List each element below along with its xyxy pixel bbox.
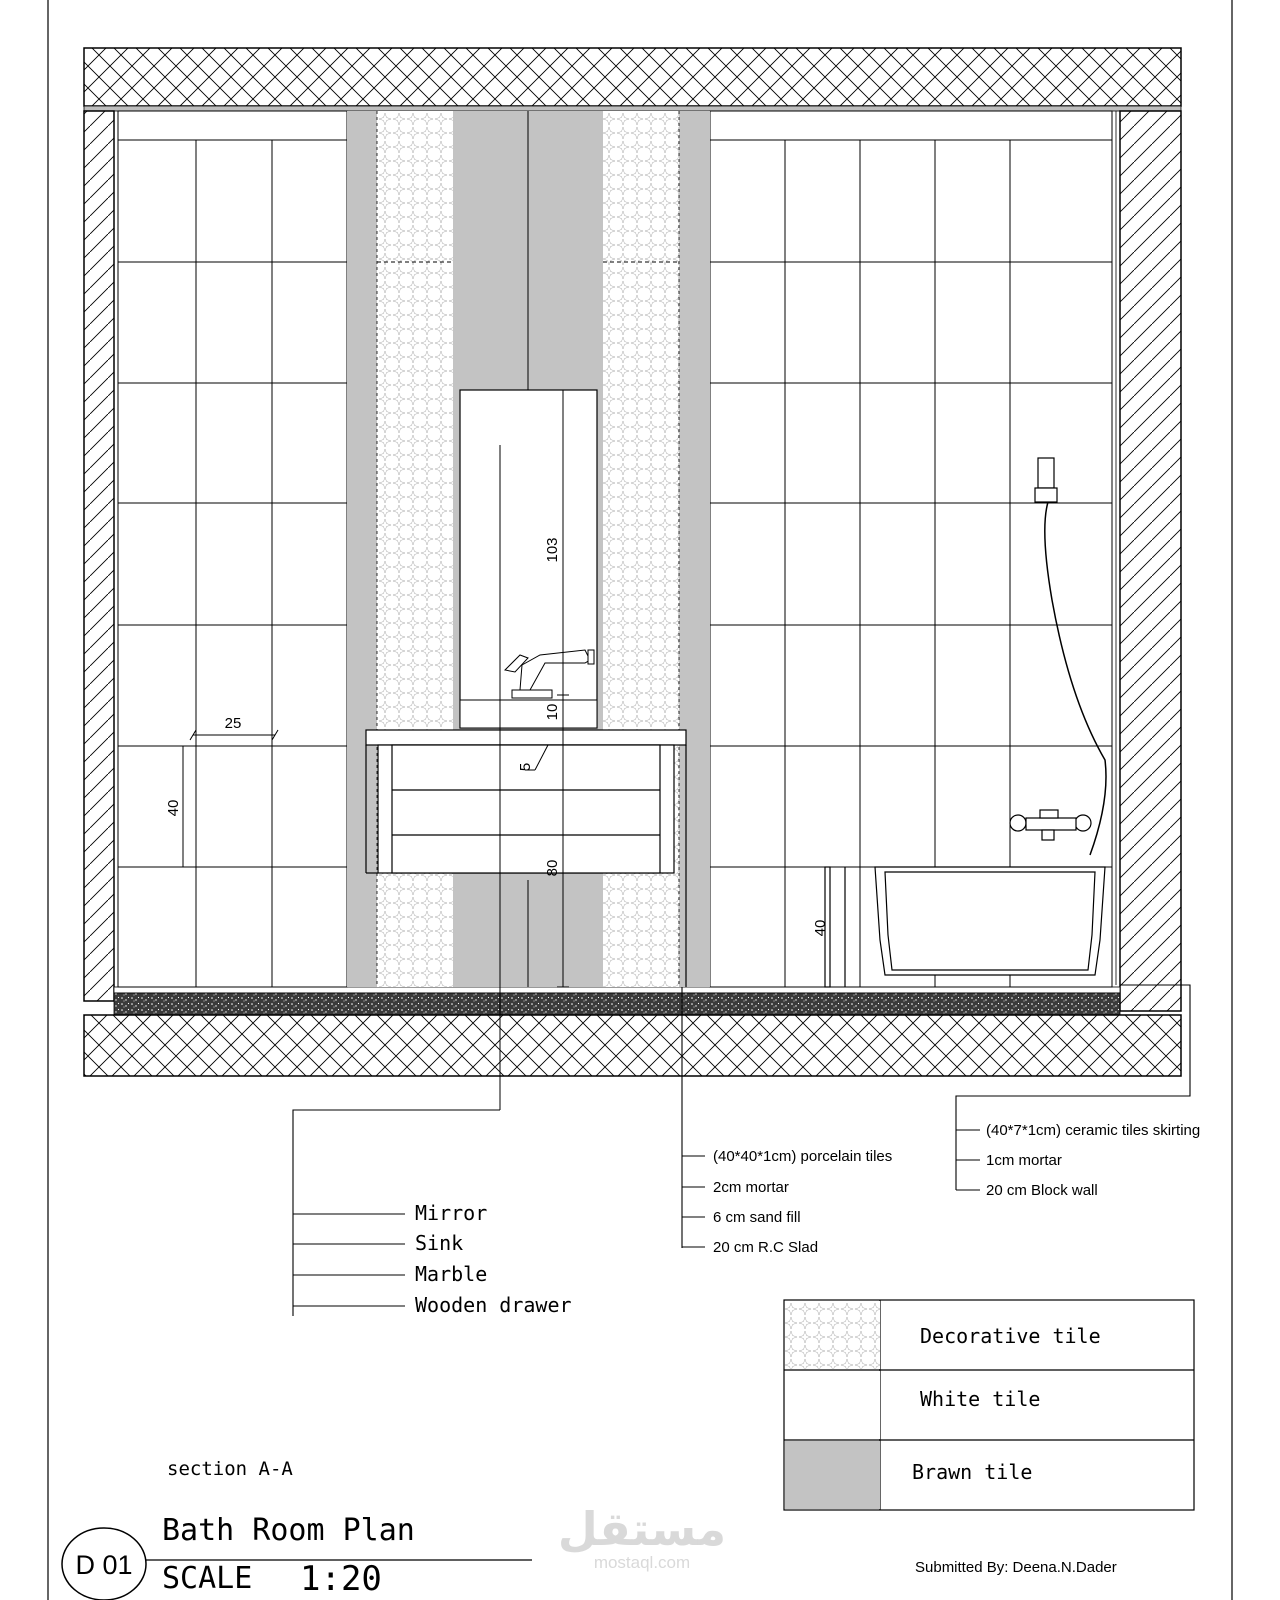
legend-label-brown: Brawn tile	[912, 1460, 1033, 1484]
legend	[784, 1300, 1194, 1510]
watermark-logo	[558, 1503, 726, 1572]
scale-label: SCALE	[162, 1561, 253, 1596]
dim-marble-thickness: 5	[517, 762, 534, 772]
dim-bathtub-height: 40	[812, 919, 829, 937]
right-wall	[1112, 111, 1181, 1011]
scale-value: 1:20	[300, 1559, 382, 1599]
dim-drawer-height: 80	[544, 859, 561, 877]
legend-swatch-brown	[785, 1441, 880, 1509]
legend-swatch-white	[785, 1371, 880, 1439]
callout-porcelain-tiles: (40*40*1cm) porcelain tiles	[713, 1148, 893, 1165]
callout-wooden-drawer: Wooden drawer	[415, 1293, 572, 1317]
dim-tile-width: 25	[224, 715, 242, 732]
watermark-arabic: مستقل	[557, 1503, 727, 1555]
drawing-title: Bath Room Plan	[162, 1513, 415, 1548]
drawing-id: D 01	[75, 1550, 133, 1580]
callout-wall-mortar: 1cm mortar	[986, 1152, 1062, 1169]
callout-sand-fill: 6 cm sand fill	[713, 1209, 801, 1226]
submitted-by: Submitted By: Deena.N.Dader	[915, 1559, 1117, 1576]
callout-rc-slab: 20 cm R.C Slad	[713, 1239, 819, 1256]
dim-sink-gap: 10	[544, 703, 561, 721]
callout-sink: Sink	[415, 1231, 464, 1255]
legend-label-decorative: Decorative tile	[920, 1324, 1101, 1348]
left-white-tiles	[118, 111, 347, 987]
brown-tile-strip-left	[347, 111, 377, 987]
right-white-tiles	[710, 111, 1112, 987]
floor-slab	[84, 987, 1181, 1076]
callout-floor-mortar: 2cm mortar	[713, 1179, 789, 1196]
ceiling-slab	[84, 48, 1181, 111]
legend-label-white: White tile	[920, 1387, 1041, 1411]
section-label: section A-A	[167, 1458, 293, 1480]
callout-mirror: Mirror	[415, 1201, 488, 1225]
callout-marble: Marble	[415, 1262, 488, 1286]
left-wall	[84, 111, 118, 1001]
dim-mirror-height: 103	[544, 537, 561, 563]
watermark-latin: mostaql.com	[593, 1553, 691, 1572]
brown-tile-strip-right	[679, 111, 710, 987]
dim-tile-height: 40	[165, 799, 182, 817]
callout-ceramic-skirting: (40*7*1cm) ceramic tiles skirting	[986, 1122, 1201, 1139]
legend-swatch-decorative	[785, 1301, 880, 1369]
callout-block-wall: 20 cm Block wall	[986, 1182, 1098, 1199]
